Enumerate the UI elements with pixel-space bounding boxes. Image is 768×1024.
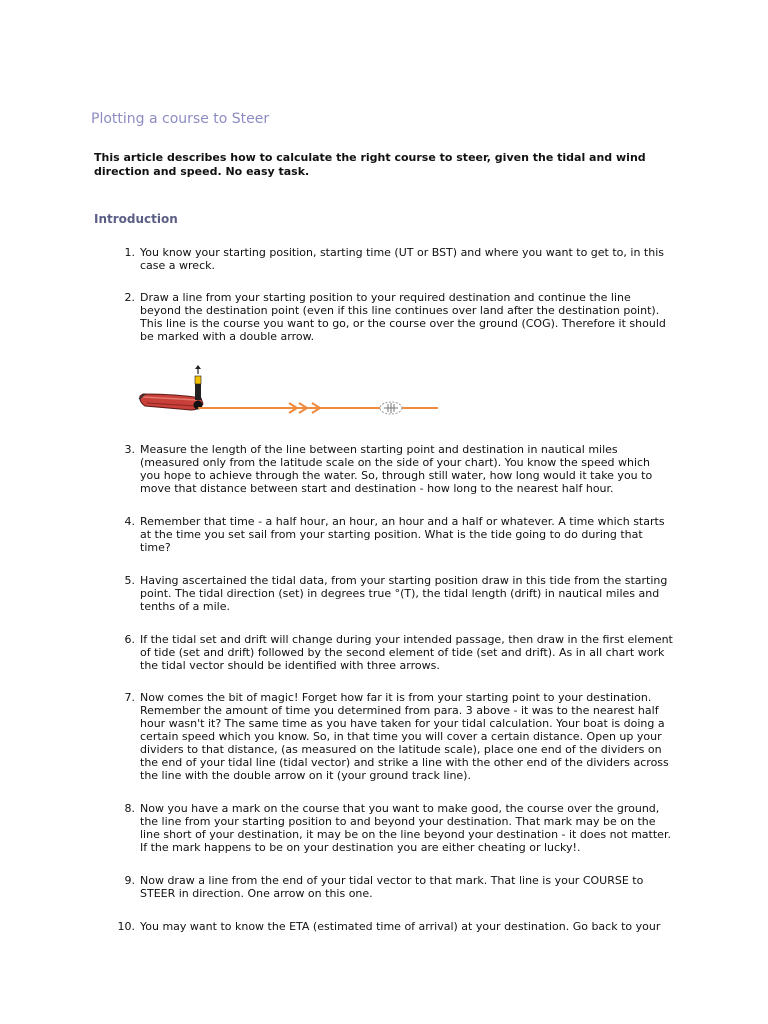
section-heading-introduction: Introduction [94,212,178,226]
step-item [113,802,673,854]
step-text: You may want to know the ETA (estimated time of arrival) at your destination. Go back to your [140,920,661,933]
steps-list [113,246,673,933]
step-item [113,874,673,900]
step-number: 7. [124,691,135,704]
wreck-icon [380,402,402,414]
step-number: 8. [124,802,135,815]
article-title: Plotting a course to Steer [91,111,270,127]
step-item [113,291,673,343]
step-number: 2. [124,291,135,304]
step-item [113,574,673,613]
step-number: 10. [117,920,135,933]
step-item [113,443,673,495]
step-item [113,633,673,672]
step-text: Measure the length of the line between starting point and destination in nautical miles (measured only from the latitude scale on the side of your chart). You know the speed which you hope to achieve through the water. So, through still water, how long would it take you to move that distance between start and destination - how long to the nearest half hour. [140,443,653,495]
article-intro: This article describes how to calculate the right course to steer, given the tidal and wind direction and speed. No easy task. [94,151,646,178]
step-text: Draw a line from your starting position to your required destination and continue the line beyond the destination point (even if this line continues over land after the destination point). This line is the course you want to go, or the course over the ground (COG). Therefore it should be marked with a double arrow. [140,291,666,343]
step-number: 1. [124,246,135,259]
step-text: Having ascertained the tidal data, from your starting position draw in this tide from the starting point. The tidal direction (set) in degrees true °(T), the tidal length (drift) in nautical miles and tenths of a mile. [140,574,668,613]
course-diagram [137,364,442,422]
step-text: You know your starting position, starting time (UT or BST) and where you want to get to, in this case a wreck. [140,246,664,272]
step-text: Now you have a mark on the course that you want to make good, the course over the ground, the line from your starting position to and beyond your destination. That mark may be on the line short of your destination, it may be on the line beyond your destination - it does not matter. If the mark happens to be on your destination you are either cheating or lucky!. [140,802,671,854]
step-item [113,515,673,554]
step-number: 9. [124,874,135,887]
step-text: Now comes the bit of magic! Forget how far it is from your starting point to your destination. Remember the amount of time you determined from para. 3 above - it was to the nearest half hour wasn't it? The same time as you have taken for your tidal calculation. Your boat is doing a certain speed which you know. So, in that time you will cover a certain distance. Open up your dividers to that distance, (as measured on the latitude scale), place one end of the dividers on the end of your tidal line (tidal vector) and strike a line with the other end of the dividers across the line with the double arrow on it (your ground track line). [140,691,669,782]
step-item [113,920,673,933]
step-number: 5. [124,574,135,587]
step-item [113,691,673,782]
boat-icon [139,394,203,410]
step-number: 4. [124,515,135,528]
step-text: Remember that time - a half hour, an hour, an hour and a half or whatever. A time which starts at the time you set sail from your starting position. What is the tide going to do during that time? [140,515,665,554]
step-item [113,246,673,272]
step-number: 6. [124,633,135,646]
buoy-icon [194,365,203,410]
step-number: 3. [124,443,135,456]
step-text: Now draw a line from the end of your tidal vector to that mark. That line is your COURSE to STEER in direction. One arrow on this one. [140,874,644,900]
step-text: If the tidal set and drift will change during your intended passage, then draw in the first element of tide (set and drift) followed by the second element of tide (set and drift). As in all chart work the tidal vector should be identified with three arrows. [140,633,673,672]
